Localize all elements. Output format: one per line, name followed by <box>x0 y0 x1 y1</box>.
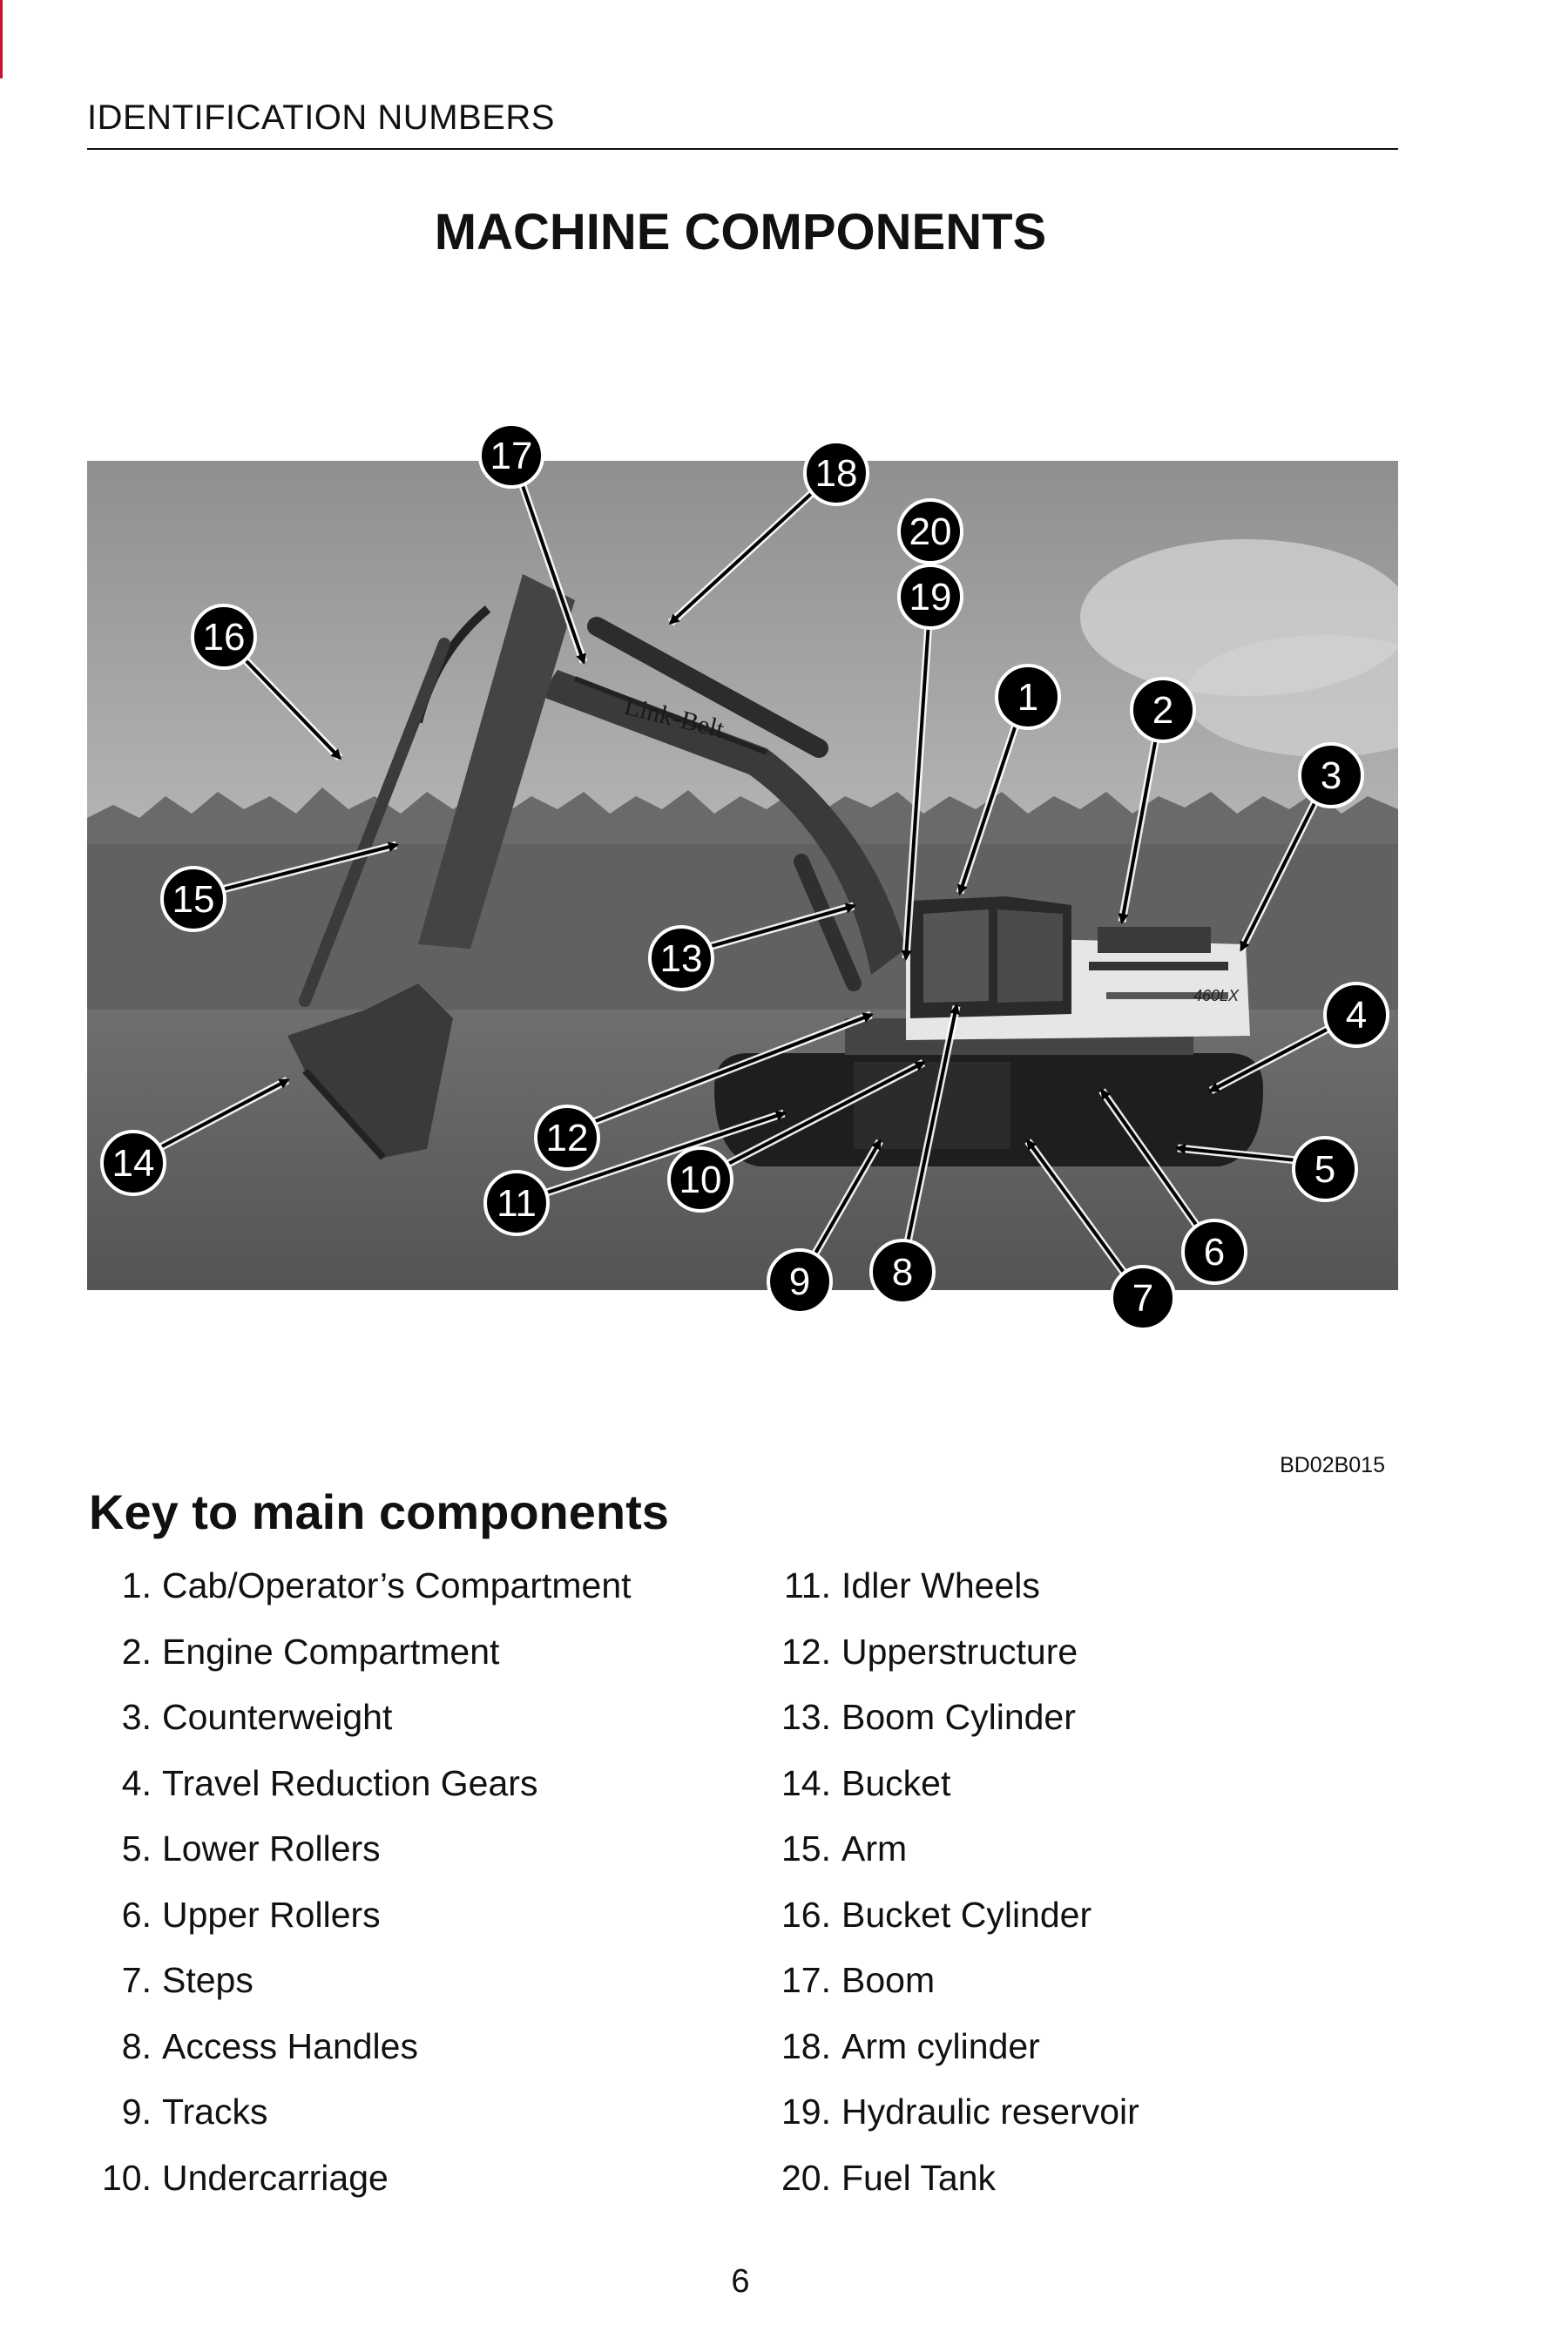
svg-text:9: 9 <box>788 1260 811 1303</box>
key-label: Boom Cylinder <box>841 1697 1076 1737</box>
callout-3 <box>1300 744 1362 807</box>
brand-lettering: Link-Belt <box>621 691 727 745</box>
callout-2 <box>1132 679 1194 741</box>
key-number: 14. <box>781 1762 831 1803</box>
key-item <box>78 1565 723 1632</box>
key-label: Boom <box>841 1960 936 2000</box>
key-item <box>78 1895 723 1961</box>
svg-text:7: 7 <box>1132 1277 1154 1320</box>
key-number: 19. <box>781 2092 831 2132</box>
svg-text:19: 19 <box>909 576 952 618</box>
callout-15 <box>162 868 225 930</box>
callout-18 <box>805 442 868 504</box>
callout-20 <box>899 500 962 563</box>
svg-text:5: 5 <box>1314 1148 1336 1191</box>
key-number: 4. <box>121 1762 152 1803</box>
key-label: Bucket <box>841 1762 951 1803</box>
key-title: Key to main components <box>89 1484 669 1539</box>
key-item <box>78 1960 723 2026</box>
key-label: Access Handles <box>162 2025 418 2066</box>
callout-16 <box>193 605 255 668</box>
section-header: IDENTIFICATION NUMBERS <box>87 98 555 137</box>
page-number: 6 <box>731 2263 750 2300</box>
svg-text:18: 18 <box>814 452 858 495</box>
callout-8 <box>871 1240 934 1303</box>
key-number: 9. <box>121 2092 152 2132</box>
svg-text:17: 17 <box>490 435 533 477</box>
callout-11 <box>485 1172 548 1234</box>
key-item <box>78 2158 723 2224</box>
key-number: 13. <box>781 1697 831 1737</box>
key-number: 15. <box>781 1828 831 1869</box>
key-item <box>78 1763 723 1829</box>
key-item <box>78 2026 723 2092</box>
key-item <box>78 2092 723 2158</box>
svg-text:12: 12 <box>545 1117 589 1159</box>
key-number: 5. <box>121 1828 152 1869</box>
key-number: 3. <box>121 1697 152 1737</box>
callout-10 <box>669 1148 732 1211</box>
key-label: Arm <box>841 1828 908 1869</box>
key-label: Idler Wheels <box>841 1565 1040 1605</box>
key-label: Arm cylinder <box>841 2025 1040 2066</box>
model-badge: 460LX <box>1193 987 1240 1004</box>
svg-text:4: 4 <box>1345 994 1368 1037</box>
page-title: MACHINE COMPONENTS <box>434 204 1047 260</box>
svg-text:16: 16 <box>202 616 246 659</box>
svg-text:8: 8 <box>891 1251 914 1294</box>
callout-13 <box>650 927 713 990</box>
key-item <box>758 1960 1402 2026</box>
svg-text:3: 3 <box>1320 754 1342 797</box>
svg-text:1: 1 <box>1017 676 1039 719</box>
key-label: Engine Compartment <box>162 1631 500 1672</box>
key-label: Travel Reduction Gears <box>162 1762 538 1803</box>
key-number: 18. <box>781 2025 831 2066</box>
key-label: Fuel Tank <box>841 2157 997 2198</box>
key-label: Hydraulic reservoir <box>841 2092 1139 2132</box>
key-label: Counterweight <box>162 1697 393 1737</box>
svg-text:15: 15 <box>172 878 215 921</box>
key-item <box>758 1565 1402 1632</box>
key-item <box>78 1697 723 1763</box>
callout-14 <box>102 1132 165 1194</box>
key-label: Undercarriage <box>162 2157 389 2198</box>
callout-arrows <box>131 453 1355 1296</box>
svg-text:6: 6 <box>1203 1231 1226 1274</box>
key-list-left <box>78 1565 723 2223</box>
key-number: 10. <box>102 2157 152 2198</box>
key-label: Lower Rollers <box>162 1828 381 1869</box>
callout-6 <box>1183 1220 1246 1283</box>
callout-12 <box>536 1106 598 1169</box>
key-item <box>758 2026 1402 2092</box>
key-number: 17. <box>781 1960 831 2000</box>
key-label: Tracks <box>162 2092 268 2132</box>
key-item <box>758 2158 1402 2224</box>
key-number: 7. <box>121 1960 152 2000</box>
svg-text:20: 20 <box>909 510 952 553</box>
svg-text:2: 2 <box>1152 689 1174 732</box>
key-number: 1. <box>121 1565 152 1605</box>
key-item <box>758 1697 1402 1763</box>
key-item <box>78 1828 723 1895</box>
key-item <box>758 1895 1402 1961</box>
key-label: Cab/Operator’s Compartment <box>162 1565 632 1605</box>
figure-code: BD02B015 <box>1280 1453 1385 1477</box>
key-label: Steps <box>162 1960 253 2000</box>
key-list-right <box>758 1565 1402 2223</box>
callout-9 <box>768 1250 831 1313</box>
key-item <box>758 1828 1402 1895</box>
svg-text:10: 10 <box>679 1159 722 1201</box>
key-number: 11. <box>784 1565 831 1605</box>
svg-text:14: 14 <box>112 1142 155 1185</box>
svg-text:13: 13 <box>659 937 703 980</box>
callout-19 <box>899 565 962 628</box>
key-number: 20. <box>781 2157 831 2198</box>
key-label: Bucket Cylinder <box>841 1894 1092 1935</box>
key-number: 2. <box>121 1631 152 1672</box>
key-item <box>758 1632 1402 1698</box>
key-number: 12. <box>781 1631 831 1672</box>
key-label: Upperstructure <box>841 1631 1078 1672</box>
key-number: 6. <box>121 1894 152 1935</box>
key-number: 16. <box>781 1894 831 1935</box>
callout-17 <box>480 424 543 487</box>
key-item <box>78 1632 723 1698</box>
key-item <box>758 2092 1402 2158</box>
key-label: Upper Rollers <box>162 1894 381 1935</box>
callout-7 <box>1112 1267 1174 1329</box>
callout-1 <box>997 666 1059 728</box>
key-number: 8. <box>121 2025 152 2066</box>
key-item <box>758 1763 1402 1829</box>
callout-5 <box>1294 1138 1356 1200</box>
svg-text:11: 11 <box>497 1182 537 1225</box>
callout-4 <box>1325 983 1388 1046</box>
